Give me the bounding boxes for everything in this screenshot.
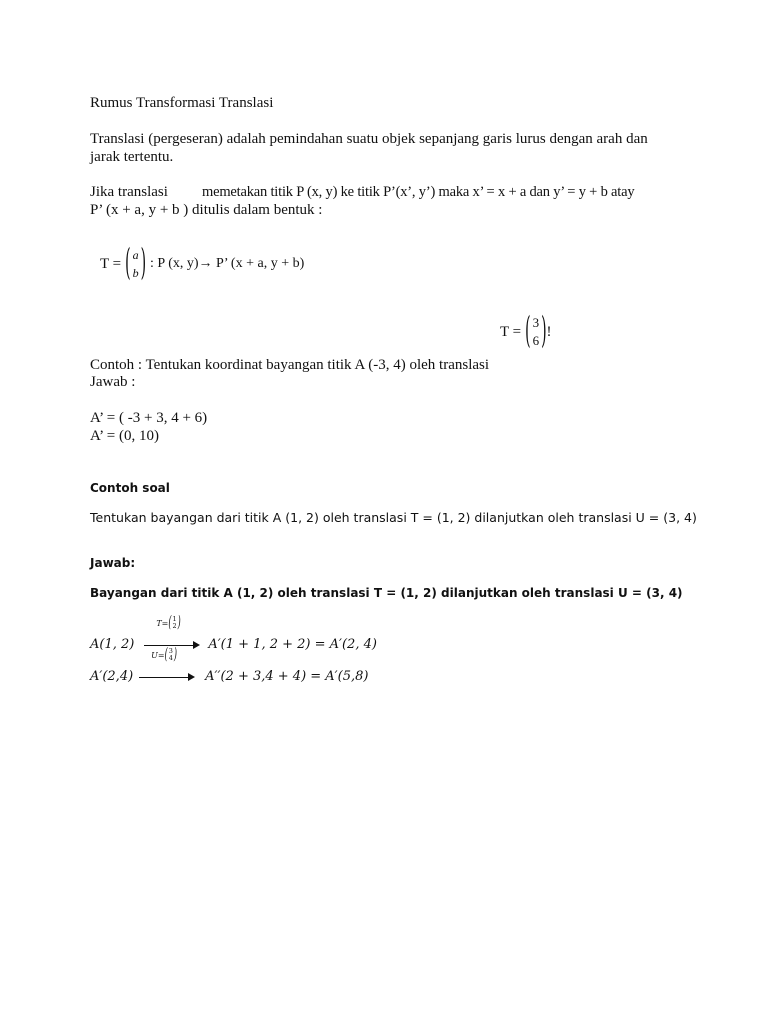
contoh-text: Contoh : Tentukan koordinat bayangan titik A (-3, 4) oleh translasi	[90, 357, 490, 373]
formula-vector	[125, 243, 147, 285]
math-1-label-bottom: 2	[172, 622, 177, 630]
left-paren-icon: (	[168, 613, 172, 631]
math-2-arrow-label	[151, 645, 178, 663]
jika-part-1: Jika translasi	[90, 184, 168, 200]
example-vector-lhs: T =	[500, 324, 522, 340]
math-2-start: A′(2,4)	[90, 668, 134, 684]
math-1-label-vector	[168, 613, 181, 631]
bayangan-text: Bayangan dari titik A (1, 2) oleh translasi T = (1, 2) dilanjutkan oleh translasi U = (3, 4)	[90, 586, 683, 600]
jawab-heading: Jawab:	[90, 556, 136, 570]
arrow-line	[144, 645, 194, 646]
contoh-soal-heading: Contoh soal	[90, 481, 170, 495]
example-vector-suffix: !	[546, 324, 552, 340]
math-1-end: A′(1 + 1, 2 + 2) = A′(2, 4)	[208, 636, 377, 652]
jawab-label: Jawab :	[90, 374, 136, 390]
solution-step-2: A’ = (0, 10)	[90, 428, 160, 444]
math-2-label-top: 3	[168, 647, 173, 655]
arrow-line	[139, 677, 189, 678]
formula-vector-top: a	[132, 248, 139, 262]
math-2-label-bottom: 4	[168, 654, 173, 662]
right-paren-icon: )	[177, 613, 181, 631]
arrow-right-icon	[188, 673, 195, 681]
example-vector-bottom: 6	[532, 333, 540, 348]
math-2-end: A′′(2 + 3,4 + 4) = A′(5,8)	[205, 668, 369, 684]
intro-line-2: jarak tertentu.	[90, 149, 174, 165]
solution-step-1: A’ = ( -3 + 3, 4 + 6)	[90, 410, 208, 426]
math-1-arrow-label	[156, 613, 181, 631]
example-vector-matrix	[525, 311, 547, 353]
formula-rhs: : P (x, y)→ P’ (x + a, y + b)	[150, 256, 305, 271]
math-2-label-name: U=	[151, 650, 165, 660]
math-line-1	[90, 613, 377, 652]
math-2-arrow	[139, 645, 195, 684]
math-1-label-top: 1	[172, 615, 177, 623]
arrow-right-icon	[193, 641, 200, 649]
jika-part-2: memetakan titik P (x, y) ke titik P’(x’, y’) maka x’ = x + a dan y’ = y + b atay	[202, 184, 635, 200]
intro-line-1: Translasi (pergeseran) adalah pemindahan suatu objek sepanjang garis lurus dengan arah dan	[90, 131, 648, 147]
math-line-2	[90, 645, 369, 684]
right-paren-icon: )	[173, 645, 178, 663]
left-paren-icon: (	[525, 311, 531, 353]
translation-formula	[100, 243, 305, 285]
math-1-label-name: T=	[156, 618, 169, 628]
math-2-label-vector	[164, 645, 178, 663]
formula-lhs: T =	[100, 256, 122, 272]
formula-vector-bottom: b	[132, 266, 139, 280]
example-vector	[500, 311, 552, 353]
right-paren-icon: )	[541, 311, 547, 353]
math-1-start: A(1, 2)	[90, 636, 135, 652]
page-title: Rumus Transformasi Translasi	[90, 95, 274, 111]
left-paren-icon: (	[164, 645, 168, 663]
example-vector-top: 3	[532, 315, 540, 330]
soal-text: Tentukan bayangan dari titik A (1, 2) oleh translasi T = (1, 2) dilanjutkan oleh translasi U = (3, 4)	[90, 510, 697, 525]
jika-line-2: P’ (x + a, y + b ) ditulis dalam bentuk :	[90, 202, 323, 218]
left-paren-icon: (	[125, 243, 131, 285]
right-paren-icon: )	[140, 243, 147, 285]
